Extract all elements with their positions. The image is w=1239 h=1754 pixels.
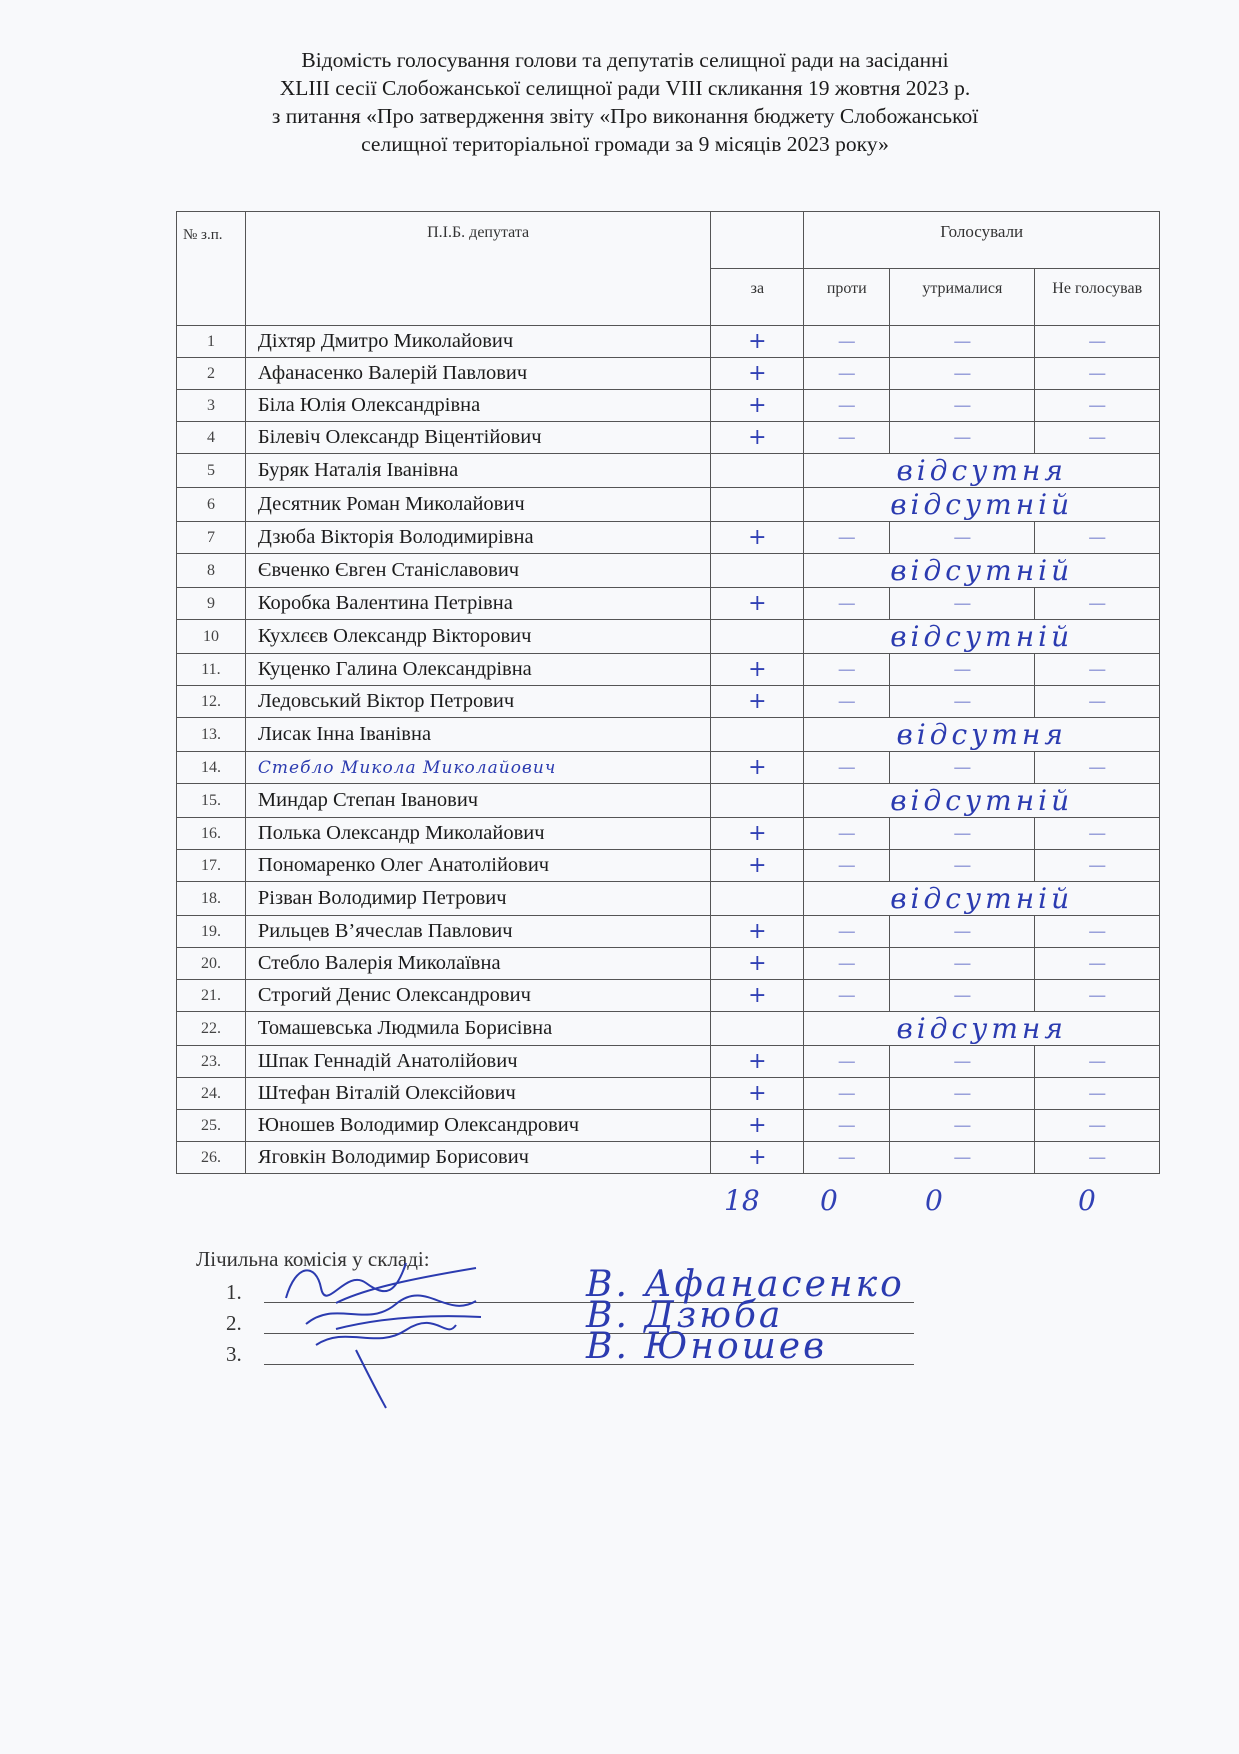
deputy-name: Афанасенко Валерій Павлович	[245, 358, 710, 390]
vote-abstained-mark: —	[890, 850, 1035, 882]
member-number: 3.	[226, 1342, 242, 1366]
vote-against-mark: —	[804, 326, 890, 358]
vote-for-mark: +	[711, 850, 804, 882]
deputy-name: Томашевська Людмила Борисівна	[245, 1012, 710, 1046]
deputy-name: Полька Олександр Миколайович	[245, 818, 710, 850]
vote-not-voted-mark: —	[1035, 948, 1160, 980]
table-row	[177, 818, 1160, 850]
vote-against-mark: —	[804, 1110, 890, 1142]
vote-abstained-mark: —	[890, 916, 1035, 948]
heading-line-1: Відомість голосування голови та депутатів селищної ради на засіданні	[301, 48, 949, 72]
column-header-abstained: утрималися	[890, 269, 1035, 326]
member-number: 2.	[226, 1311, 242, 1335]
table-row	[177, 752, 1160, 784]
vote-not-voted-mark: —	[1035, 588, 1160, 620]
vote-not-voted-mark: —	[1035, 654, 1160, 686]
vote-for-mark: +	[711, 916, 804, 948]
row-number: 13.	[177, 718, 246, 752]
deputy-name: Ледовський Віктор Петрович	[245, 686, 710, 718]
vote-abstained-mark: —	[890, 818, 1035, 850]
vote-for-mark: +	[711, 948, 804, 980]
vote-abstained-mark: —	[890, 1142, 1035, 1174]
deputy-name: Буряк Наталія Іванівна	[245, 454, 710, 488]
vote-for-mark: +	[711, 752, 804, 784]
vote-abstained-mark: —	[890, 948, 1035, 980]
table-row	[177, 326, 1160, 358]
deputy-name: Біла Юлія Олександрівна	[245, 390, 710, 422]
table-row	[177, 882, 1160, 916]
deputy-name: Штефан Віталій Олексійович	[245, 1078, 710, 1110]
row-number: 15.	[177, 784, 246, 818]
vote-not-voted-mark: —	[1035, 850, 1160, 882]
row-number: 22.	[177, 1012, 246, 1046]
row-number: 8	[177, 554, 246, 588]
absent-note: відсутній	[804, 620, 1160, 654]
row-number: 6	[177, 488, 246, 522]
table-row	[177, 980, 1160, 1012]
counting-commission-label: Лічильна комісія у складі:	[196, 1247, 430, 1271]
row-number: 17.	[177, 850, 246, 882]
vote-against-mark: —	[804, 1046, 890, 1078]
vote-for-cell	[711, 454, 804, 488]
vote-against-mark: —	[804, 654, 890, 686]
row-number: 7	[177, 522, 246, 554]
absent-note: відсутній	[804, 784, 1160, 818]
row-number: 25.	[177, 1110, 246, 1142]
deputy-name: Миндар Степан Іванович	[245, 784, 710, 818]
column-header-not-voted: Не голосував	[1035, 269, 1160, 326]
vote-not-voted-mark: —	[1035, 422, 1160, 454]
row-number: 3	[177, 390, 246, 422]
vote-not-voted-mark: —	[1035, 326, 1160, 358]
column-header-against: проти	[804, 269, 890, 326]
row-number: 16.	[177, 818, 246, 850]
document-heading	[150, 46, 1100, 158]
table-row	[177, 718, 1160, 752]
vote-against-mark: —	[804, 1078, 890, 1110]
absent-note: відсутня	[804, 454, 1160, 488]
absent-note: відсутня	[804, 1012, 1160, 1046]
vote-abstained-mark: —	[890, 1046, 1035, 1078]
vote-for-cell	[711, 1012, 804, 1046]
deputy-name: Рильцев В’ячеслав Павлович	[245, 916, 710, 948]
column-header-for: за	[711, 269, 804, 326]
table-row	[177, 554, 1160, 588]
table-row	[177, 1012, 1160, 1046]
vote-abstained-mark: —	[890, 390, 1035, 422]
heading-line-3: з питання «Про затвердження звіту «Про виконання бюджету Слобожанської	[271, 104, 979, 128]
vote-for-cell	[711, 718, 804, 752]
deputy-name: Строгий Денис Олександрович	[245, 980, 710, 1012]
vote-abstained-mark: —	[890, 588, 1035, 620]
vote-for-cell	[711, 488, 804, 522]
total-against: 0	[820, 1184, 838, 1217]
deputy-name: Лисак Інна Іванівна	[245, 718, 710, 752]
commission-member-1	[226, 1264, 905, 1305]
vote-not-voted-mark: —	[1035, 686, 1160, 718]
deputy-name: Юношев Володимир Олександрович	[245, 1110, 710, 1142]
vote-for-mark: +	[711, 818, 804, 850]
row-number: 1	[177, 326, 246, 358]
column-header-name: П.І.Б. депутата	[245, 212, 710, 326]
deputy-name: Різван Володимир Петрович	[245, 882, 710, 916]
deputy-name: Кухлєєв Олександр Вікторович	[245, 620, 710, 654]
table-row	[177, 784, 1160, 818]
vote-against-mark: —	[804, 916, 890, 948]
vote-against-mark: —	[804, 358, 890, 390]
table-row	[177, 850, 1160, 882]
vote-for-mark: +	[711, 1046, 804, 1078]
commission-member-2	[226, 1295, 784, 1336]
vote-abstained-mark: —	[890, 522, 1035, 554]
vote-not-voted-mark: —	[1035, 818, 1160, 850]
voting-table	[176, 211, 1160, 1174]
deputy-name: Коробка Валентина Петрівна	[245, 588, 710, 620]
vote-against-mark: —	[804, 1142, 890, 1174]
vote-for-mark: +	[711, 1142, 804, 1174]
heading-line-2: XLIII сесії Слобожанської селищної ради VIII скликання 19 жовтня 2023 р.	[279, 76, 971, 100]
absent-note: відсутній	[804, 882, 1160, 916]
vote-abstained-mark: —	[890, 1110, 1035, 1142]
table-row	[177, 620, 1160, 654]
row-number: 10	[177, 620, 246, 654]
vote-against-mark: —	[804, 522, 890, 554]
table-row	[177, 422, 1160, 454]
deputy-name: Діхтяр Дмитро Миколайович	[245, 326, 710, 358]
vote-for-cell	[711, 784, 804, 818]
vote-abstained-mark: —	[890, 326, 1035, 358]
vote-against-mark: —	[804, 588, 890, 620]
vote-not-voted-mark: —	[1035, 1078, 1160, 1110]
deputy-name: Десятник Роман Миколайович	[245, 488, 710, 522]
row-number: 18.	[177, 882, 246, 916]
row-number: 5	[177, 454, 246, 488]
vote-against-mark: —	[804, 948, 890, 980]
table-row	[177, 454, 1160, 488]
vote-not-voted-mark: —	[1035, 916, 1160, 948]
vote-for-mark: +	[711, 422, 804, 454]
table-row	[177, 1046, 1160, 1078]
vote-for-mark: +	[711, 980, 804, 1012]
deputy-name: Стебло Валерія Миколаївна	[245, 948, 710, 980]
vote-not-voted-mark: —	[1035, 1110, 1160, 1142]
row-number: 20.	[177, 948, 246, 980]
vote-totals	[0, 1184, 1239, 1224]
row-number: 4	[177, 422, 246, 454]
column-header-voted: Голосували	[804, 212, 1160, 269]
table-row	[177, 916, 1160, 948]
vote-for-cell	[711, 554, 804, 588]
row-number: 24.	[177, 1078, 246, 1110]
member-handwritten-name: В. Афанасенко	[586, 1264, 905, 1305]
vote-abstained-mark: —	[890, 752, 1035, 784]
deputy-name: Євченко Євген Станіславович	[245, 554, 710, 588]
vote-not-voted-mark: —	[1035, 752, 1160, 784]
vote-not-voted-mark: —	[1035, 358, 1160, 390]
table-row	[177, 588, 1160, 620]
table-row	[177, 948, 1160, 980]
member-number: 1.	[226, 1280, 242, 1304]
signature-scrawl	[276, 1320, 486, 1410]
deputy-name: Шпак Геннадій Анатолійович	[245, 1046, 710, 1078]
vote-not-voted-mark: —	[1035, 522, 1160, 554]
table-row	[177, 488, 1160, 522]
row-number: 9	[177, 588, 246, 620]
row-number: 14.	[177, 752, 246, 784]
vote-for-mark: +	[711, 588, 804, 620]
absent-note: відсутній	[804, 488, 1160, 522]
vote-for-mark: +	[711, 522, 804, 554]
member-handwritten-name: В. Юношев	[586, 1326, 828, 1367]
row-number: 23.	[177, 1046, 246, 1078]
vote-for-mark: +	[711, 326, 804, 358]
vote-for-mark: +	[711, 1078, 804, 1110]
table-row	[177, 686, 1160, 718]
absent-note: відсутній	[804, 554, 1160, 588]
vote-not-voted-mark: —	[1035, 980, 1160, 1012]
vote-abstained-mark: —	[890, 1078, 1035, 1110]
table-row	[177, 654, 1160, 686]
vote-not-voted-mark: —	[1035, 1046, 1160, 1078]
row-number: 21.	[177, 980, 246, 1012]
vote-for-mark: +	[711, 654, 804, 686]
vote-not-voted-mark: —	[1035, 390, 1160, 422]
vote-for-mark: +	[711, 390, 804, 422]
absent-note: відсутня	[804, 718, 1160, 752]
table-row	[177, 1142, 1160, 1174]
vote-not-voted-mark: —	[1035, 1142, 1160, 1174]
deputy-name: Білевіч Олександр Віцентійович	[245, 422, 710, 454]
heading-line-4: селищної територіальної громади за 9 місяців 2023 року»	[361, 132, 889, 156]
vote-against-mark: —	[804, 422, 890, 454]
deputy-name: Стебло Микола Миколайович	[245, 752, 710, 784]
vote-for-cell	[711, 882, 804, 916]
member-handwritten-name: В. Дзюба	[586, 1295, 784, 1336]
row-number: 2	[177, 358, 246, 390]
vote-against-mark: —	[804, 980, 890, 1012]
table-row	[177, 358, 1160, 390]
deputy-name: Куценко Галина Олександрівна	[245, 654, 710, 686]
row-number: 12.	[177, 686, 246, 718]
row-number: 26.	[177, 1142, 246, 1174]
vote-against-mark: —	[804, 686, 890, 718]
column-header-blank	[711, 212, 804, 269]
row-number: 19.	[177, 916, 246, 948]
vote-against-mark: —	[804, 752, 890, 784]
table-row	[177, 522, 1160, 554]
total-not-voted: 0	[1078, 1184, 1096, 1217]
voting-table-body	[177, 326, 1160, 1174]
vote-abstained-mark: —	[890, 422, 1035, 454]
vote-for-mark: +	[711, 686, 804, 718]
row-number: 11.	[177, 654, 246, 686]
column-header-number: № з.п.	[177, 212, 246, 326]
vote-abstained-mark: —	[890, 358, 1035, 390]
deputy-name: Дзюба Вікторія Володимирівна	[245, 522, 710, 554]
vote-against-mark: —	[804, 850, 890, 882]
vote-abstained-mark: —	[890, 686, 1035, 718]
table-row	[177, 1110, 1160, 1142]
total-for: 18	[724, 1184, 760, 1217]
commission-member-3	[226, 1326, 828, 1367]
deputy-name: Яговкін Володимир Борисович	[245, 1142, 710, 1174]
vote-abstained-mark: —	[890, 654, 1035, 686]
vote-for-cell	[711, 620, 804, 654]
vote-abstained-mark: —	[890, 980, 1035, 1012]
vote-against-mark: —	[804, 818, 890, 850]
vote-for-mark: +	[711, 1110, 804, 1142]
vote-against-mark: —	[804, 390, 890, 422]
vote-for-mark: +	[711, 358, 804, 390]
total-abstained: 0	[925, 1184, 943, 1217]
table-row	[177, 1078, 1160, 1110]
table-row	[177, 390, 1160, 422]
deputy-name: Пономаренко Олег Анатолійович	[245, 850, 710, 882]
